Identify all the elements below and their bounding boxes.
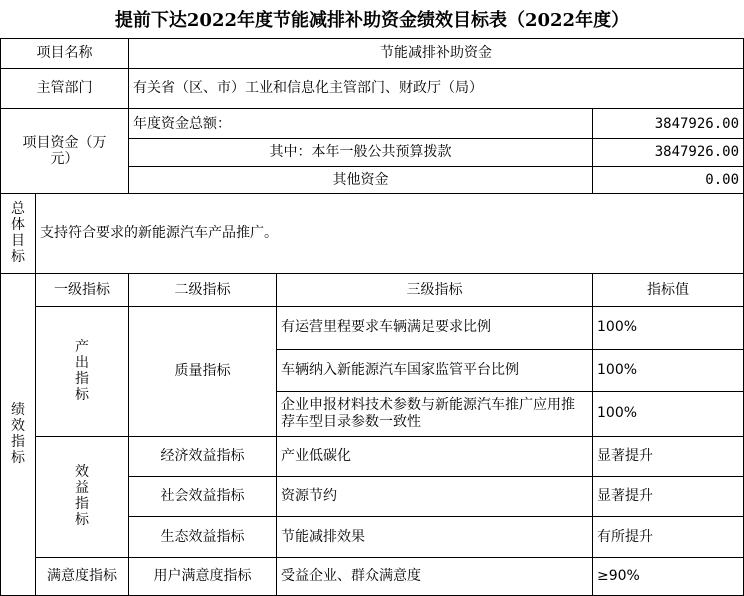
overall-goal-label: 总体目标 <box>1 194 36 274</box>
benefit-level2-label: 生态效益指标 <box>129 517 277 557</box>
performance-target-table <box>0 38 744 596</box>
output-indicator-label: 产出指标 <box>36 307 129 436</box>
output-item-name: 企业申报材料技术参数与新能源汽车推广应用推荐车型目录参数一致性 <box>277 391 593 436</box>
funds-other-value: 0.00 <box>593 167 744 194</box>
output-item-name: 车辆纳入新能源汽车国家监管平台比例 <box>277 349 593 391</box>
output-item-name: 有运营里程要求车辆满足要求比例 <box>277 307 593 349</box>
benefit-item-value: 显著提升 <box>593 476 744 516</box>
satisfaction-level2-label: 用户满意度指标 <box>129 557 277 595</box>
overall-goal-text: 支持符合要求的新能源汽车产品推广。 <box>36 194 744 274</box>
header-level1: 一级指标 <box>36 273 129 306</box>
header-level3: 三级指标 <box>277 273 593 306</box>
satisfaction-item-value: ≥90% <box>593 557 744 595</box>
header-level2: 二级指标 <box>129 273 277 306</box>
benefit-item-name: 节能减排效果 <box>277 517 593 557</box>
benefit-level2-label: 经济效益指标 <box>129 436 277 476</box>
department-value: 有关省（区、市）工业和信息化主管部门、财政厅（局） <box>129 69 744 109</box>
benefit-item-value: 显著提升 <box>593 436 744 476</box>
funds-label: 项目资金（万元） <box>1 109 129 194</box>
funds-total-value: 3847926.00 <box>593 109 744 139</box>
benefit-level2-label: 社会效益指标 <box>129 476 277 516</box>
table-title: 提前下达2022年度节能减排补助资金绩效目标表（2022年度） <box>114 10 630 31</box>
funds-total-label: 年度资金总额： <box>129 109 593 139</box>
output-item-value: 100% <box>593 307 744 349</box>
quality-indicator-label: 质量指标 <box>129 307 277 436</box>
benefit-indicator-label: 效益指标 <box>36 436 129 557</box>
satisfaction-level1-label: 满意度指标 <box>36 557 129 595</box>
output-item-value: 100% <box>593 349 744 391</box>
benefit-item-name: 产业低碳化 <box>277 436 593 476</box>
funds-budget-value: 3847926.00 <box>593 139 744 167</box>
project-name-value: 节能减排补助资金 <box>129 39 744 69</box>
performance-label: 绩效指标 <box>1 273 36 595</box>
funds-budget-label: 其中：本年一般公共预算拨款 <box>129 139 593 167</box>
project-name-label: 项目名称 <box>1 39 129 69</box>
output-item-value: 100% <box>593 391 744 436</box>
header-value: 指标值 <box>593 273 744 306</box>
benefit-item-value: 有所提升 <box>593 517 744 557</box>
benefit-item-name: 资源节约 <box>277 476 593 516</box>
satisfaction-item-name: 受益企业、群众满意度 <box>277 557 593 595</box>
department-label: 主管部门 <box>1 69 129 109</box>
funds-other-label: 其他资金 <box>129 167 593 194</box>
